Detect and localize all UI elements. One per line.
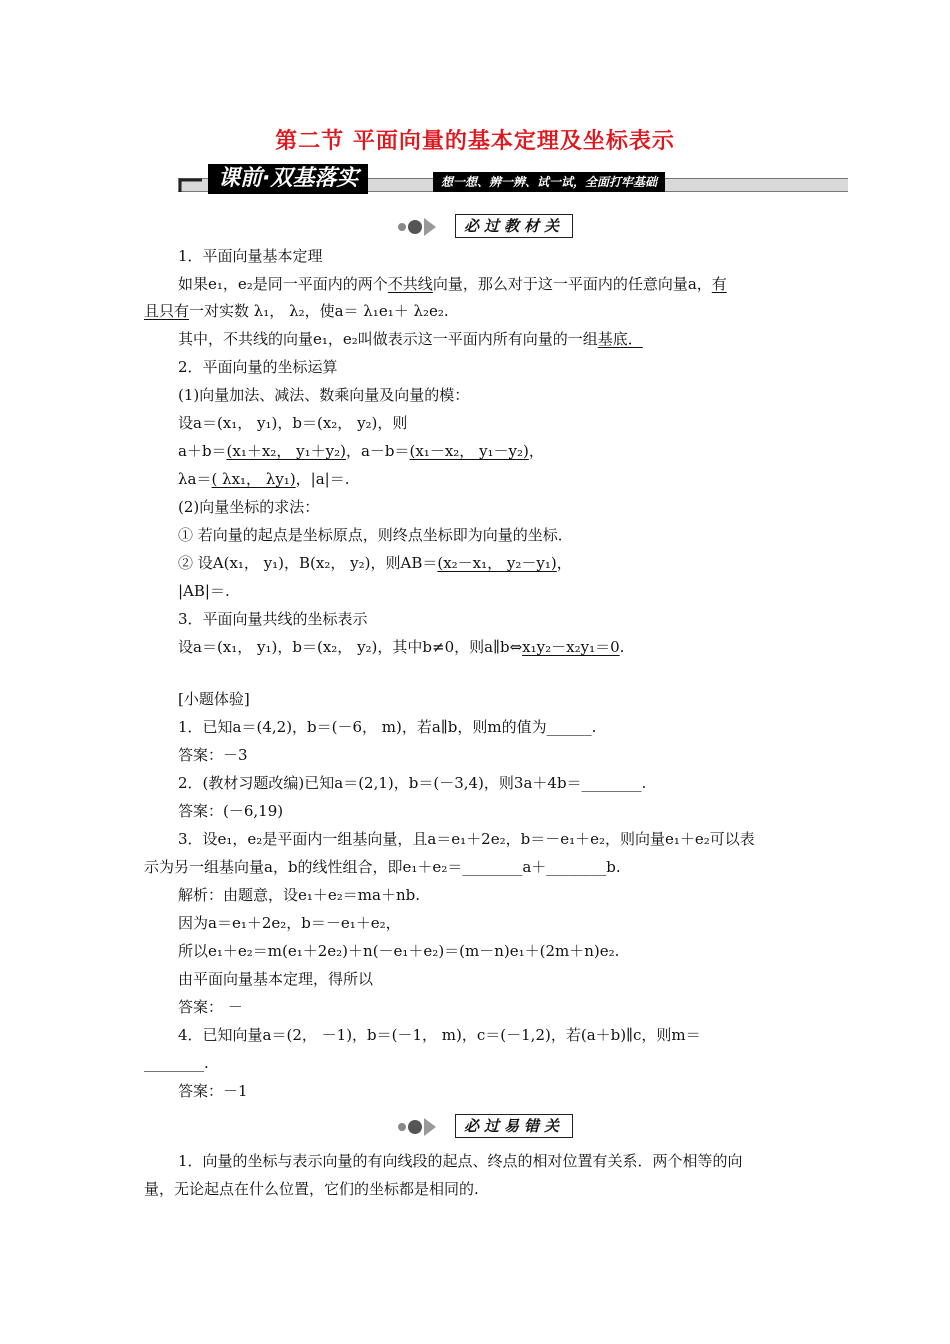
banner-label: 课前·双基落实 (208, 164, 368, 194)
section-title: 必过教材关 (455, 214, 573, 238)
text-line: a＋b＝(x₁＋x₂， y₁＋y₂)，a－b＝(x₁－x₂， y₁－y₂)， (178, 442, 544, 460)
text-line: (2)向量坐标的求法： (178, 498, 320, 516)
text-line: 答案： － (178, 998, 243, 1016)
text-line: 且只有一对实数 λ₁， λ₂，使a＝ λ₁e₁＋ λ₂e₂. (144, 302, 449, 320)
page-title: 第二节 平面向量的基本定理及坐标表示 (275, 129, 675, 154)
text-line: 所以e₁＋e₂＝m(e₁＋2e₂)＋n(－e₁＋e₂)＝(m－n)e₁＋(2m＋n)e₂. (178, 942, 620, 960)
banner-subtitle: 想一想、辨一辨、试一试，全面打牢基础 (433, 172, 665, 192)
text-line: |AB|＝. (178, 582, 230, 600)
text-line: 3．平面向量共线的坐标表示 (178, 610, 368, 628)
text-line: 1．向量的坐标与表示向量的有向线段的起点、终点的相对位置有关系．两个相等的向 (178, 1152, 743, 1170)
text-line: [小题体验] (178, 690, 250, 708)
bullet-dots-icon (398, 216, 436, 236)
text-line: 其中，不共线的向量e₁，e₂叫做表示这一平面内所有向量的一组基底． (178, 330, 643, 348)
banner-corner-icon (178, 164, 204, 194)
text-line: 如果e₁，e₂是同一平面内的两个不共线向量，那么对于这一平面内的任意向量a，有 (178, 275, 727, 293)
section-title: 必过易错关 (455, 1114, 573, 1138)
text-line: 3．设e₁，e₂是平面内一组基向量，且a＝e₁＋2e₂，b＝－e₁＋e₂，则向量e₁＋e₂可以表 (178, 830, 755, 848)
text-line: 2．平面向量的坐标运算 (178, 358, 338, 376)
text-line: 由平面向量基本定理，得所以 (178, 970, 374, 988)
text-line: λa＝( λx₁， λy₁)，|a|＝. (178, 470, 350, 488)
text-line: 设a＝(x₁， y₁)，b＝(x₂， y₂)，其中b≠0，则a∥b⇔x₁y₂－x₂y₁＝0. (178, 638, 625, 656)
text-line: 解析：由题意，设e₁＋e₂＝ma＋nb. (178, 886, 420, 904)
text-line: 1．平面向量基本定理 (178, 247, 323, 265)
text-line: 1．已知a＝(4,2)，b＝(－6， m)，若a∥b，则m的值为______. (178, 718, 597, 736)
text-line: ________. (144, 1054, 209, 1072)
text-line: 2．(教材习题改编)已知a＝(2,1)，b＝(－3,4)，则3a＋4b＝________. (178, 774, 647, 792)
section-header-mistakes (0, 1112, 950, 1138)
text-line: 答案：(－6,19) (178, 802, 284, 820)
text-line: 设a＝(x₁， y₁)，b＝(x₂， y₂)，则 (178, 414, 408, 432)
section-header-textbook (0, 212, 950, 238)
text-line: 答案：－3 (178, 746, 248, 764)
text-line: 4．已知向量a＝(2， －1)，b＝(－1， m)，c＝(－1,2)，若(a＋b)∥c，则m＝ (178, 1026, 701, 1044)
text-line: 示为另一组基向量a，b的线性组合，即e₁＋e₂＝________a＋________b. (144, 858, 621, 876)
text-line: 因为a＝e₁＋2e₂，b＝－e₁＋e₂， (178, 914, 401, 932)
text-line: (1)向量加法、减法、数乘向量及向量的模： (178, 386, 470, 404)
text-line: 量，无论起点在什么位置，它们的坐标都是相同的. (144, 1180, 479, 1198)
bullet-dots-icon (398, 1116, 436, 1136)
text-line: ② 设A(x₁， y₁)，B(x₂， y₂)，则AB＝(x₂－x₁， y₂－y₁)， (178, 554, 572, 572)
text-line: 答案：－1 (178, 1082, 248, 1100)
section-banner (178, 164, 848, 194)
text-line: ① 若向量的起点是坐标原点，则终点坐标即为向量的坐标． (178, 526, 573, 544)
